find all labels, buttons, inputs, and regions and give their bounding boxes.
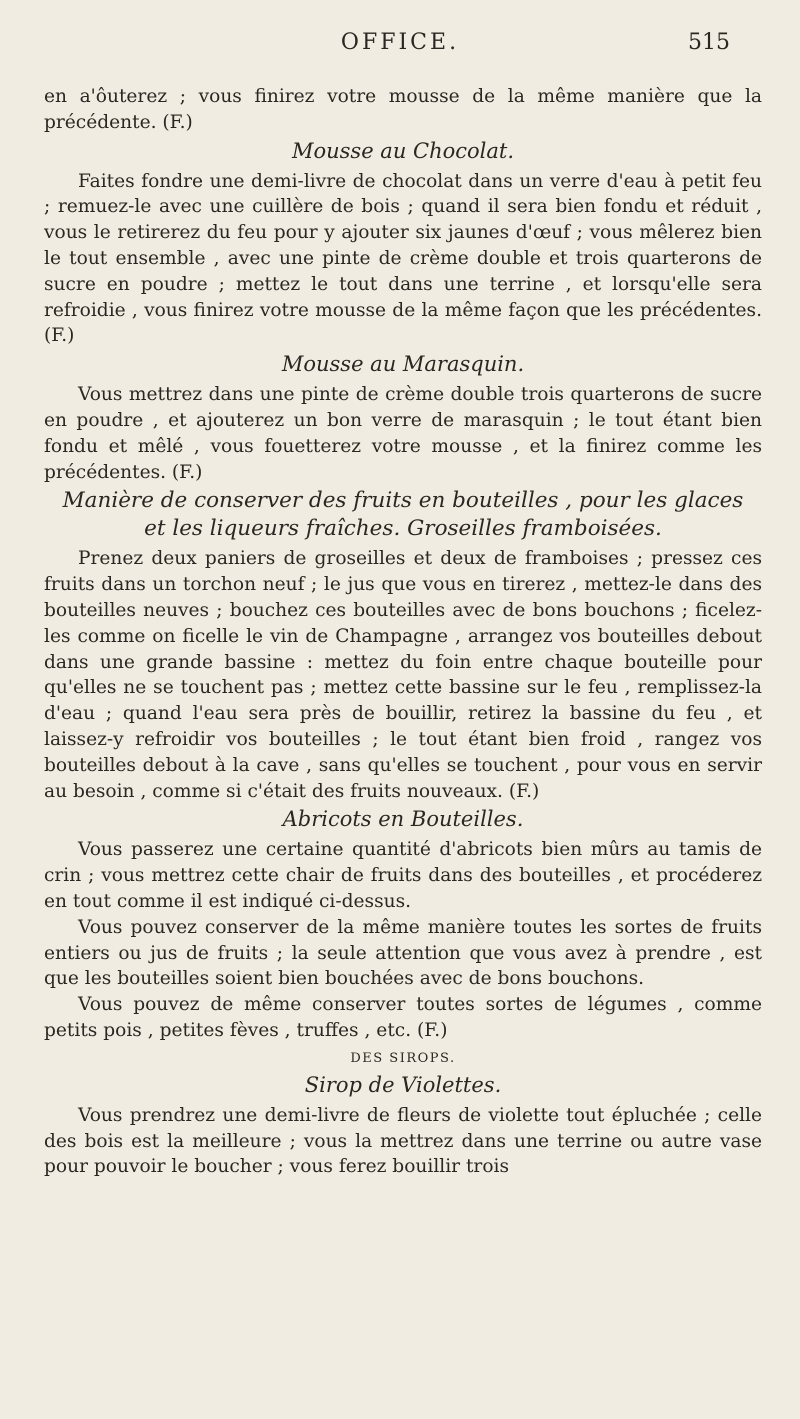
heading-mousse-chocolat: Mousse au Chocolat. <box>291 138 515 163</box>
paragraph-conserver-fruits: Prenez deux paniers de groseilles et deux de framboises ; pressez ces fruits dans un torchon neuf ; le jus que vous en tirerez , mettez-le dans des bouteilles neuves ; bouchez ces bouteilles avec de bons bouchons ; ficelez-les comme on ficelle le vin de Champagne , arrangez vos bouteilles debout dans une grande bassine : mettez du foin entre chaque bouteille pour qu'elles ne se touchent pas ; mettez cette bassine sur le feu , remplissez-la d'eau ; quand l'eau sera près de bouillir, retirez la bassine du feu , et laissez-y refroidir vos bouteilles ; le tout étant bien froid , rangez vos bouteilles debout à la cave , sans qu'elles se touchent , pour vous en servir au besoin , comme si c'était des fruits nouveaux. (F.) <box>44 548 762 802</box>
paragraph-abricots-3: Vous pouvez de même conserver toutes sortes de légumes , comme petits pois , petites fèves , truffes , etc. (F.) <box>44 994 762 1041</box>
paragraph-abricots-2: Vous pouvez conserver de la même manière toutes les sortes de fruits entiers ou jus de fruits ; la seule attention que vous avez à prendre , est que les bouteilles soient bien bouchées avec de bons bouchons. <box>44 916 762 990</box>
running-title: OFFICE. <box>340 30 460 55</box>
heading-mousse-marasquin: Mousse au Marasquin. <box>281 352 525 377</box>
paragraph-mousse-chocolat: Faites fondre une demi-livre de chocolat dans un verre d'eau à petit feu ; remuez-le avec une cuillère de bois ; quand il sera bien fondu et réduit , vous le retirerez du feu pour y ajouter six jaunes d'œuf ; vous mêlerez bien le tout ensemble , avec une pinte de crème double et trois quarterons de sucre en poudre ; mettez le tout dans une terrine , et lorsqu'elle sera refroidie , vous finirez votre mousse de la même façon que les précédentes. (F.) <box>44 170 762 347</box>
paragraph-sirop-violettes: Vous prendrez une demi-livre de fleurs de violette tout épluchée ; celle des bois est la meilleure ; vous la mettrez dans une terrine ou autre vase pour pouvoir le boucher ; vous ferez bouillir trois <box>44 1104 762 1178</box>
paragraph-mousse-marasquin: Vous mettrez dans une pinte de crème double trois quarterons de sucre en poudre , et ajouterez un bon verre de marasquin ; le tout étant bien fondu et mêlé , vous fouetterez votre mousse , et la finirez comme les précédentes. (F.) <box>44 384 762 483</box>
heading-conserver-fruits-line2: et les liqueurs fraîches. Groseilles framboisées. <box>144 516 662 542</box>
heading-conserver-fruits <box>44 487 762 543</box>
paragraph-abricots-1: Vous passerez une certaine quantité d'abricots bien mûrs au tamis de crin ; vous mettrez cette chair de fruits dans des bouteilles , et procéderez en tout comme il est indiqué ci-dessus. <box>44 839 762 912</box>
body-text <box>44 84 762 1180</box>
heading-des-sirops: DES SIROPS. <box>350 1050 456 1066</box>
heading-conserver-fruits-line1: Manière de conserver des fruits en bouteilles , pour les glaces <box>62 488 744 514</box>
heading-abricots: Abricots en Bouteilles. <box>282 807 524 832</box>
running-header <box>0 30 800 64</box>
heading-sirop-violettes: Sirop de Violettes. <box>304 1072 502 1097</box>
intro-paragraph: en a'ôuterez ; vous finirez votre mousse de la même manière que la précédente. (F.) <box>44 86 762 133</box>
page-number: 515 <box>688 30 730 55</box>
